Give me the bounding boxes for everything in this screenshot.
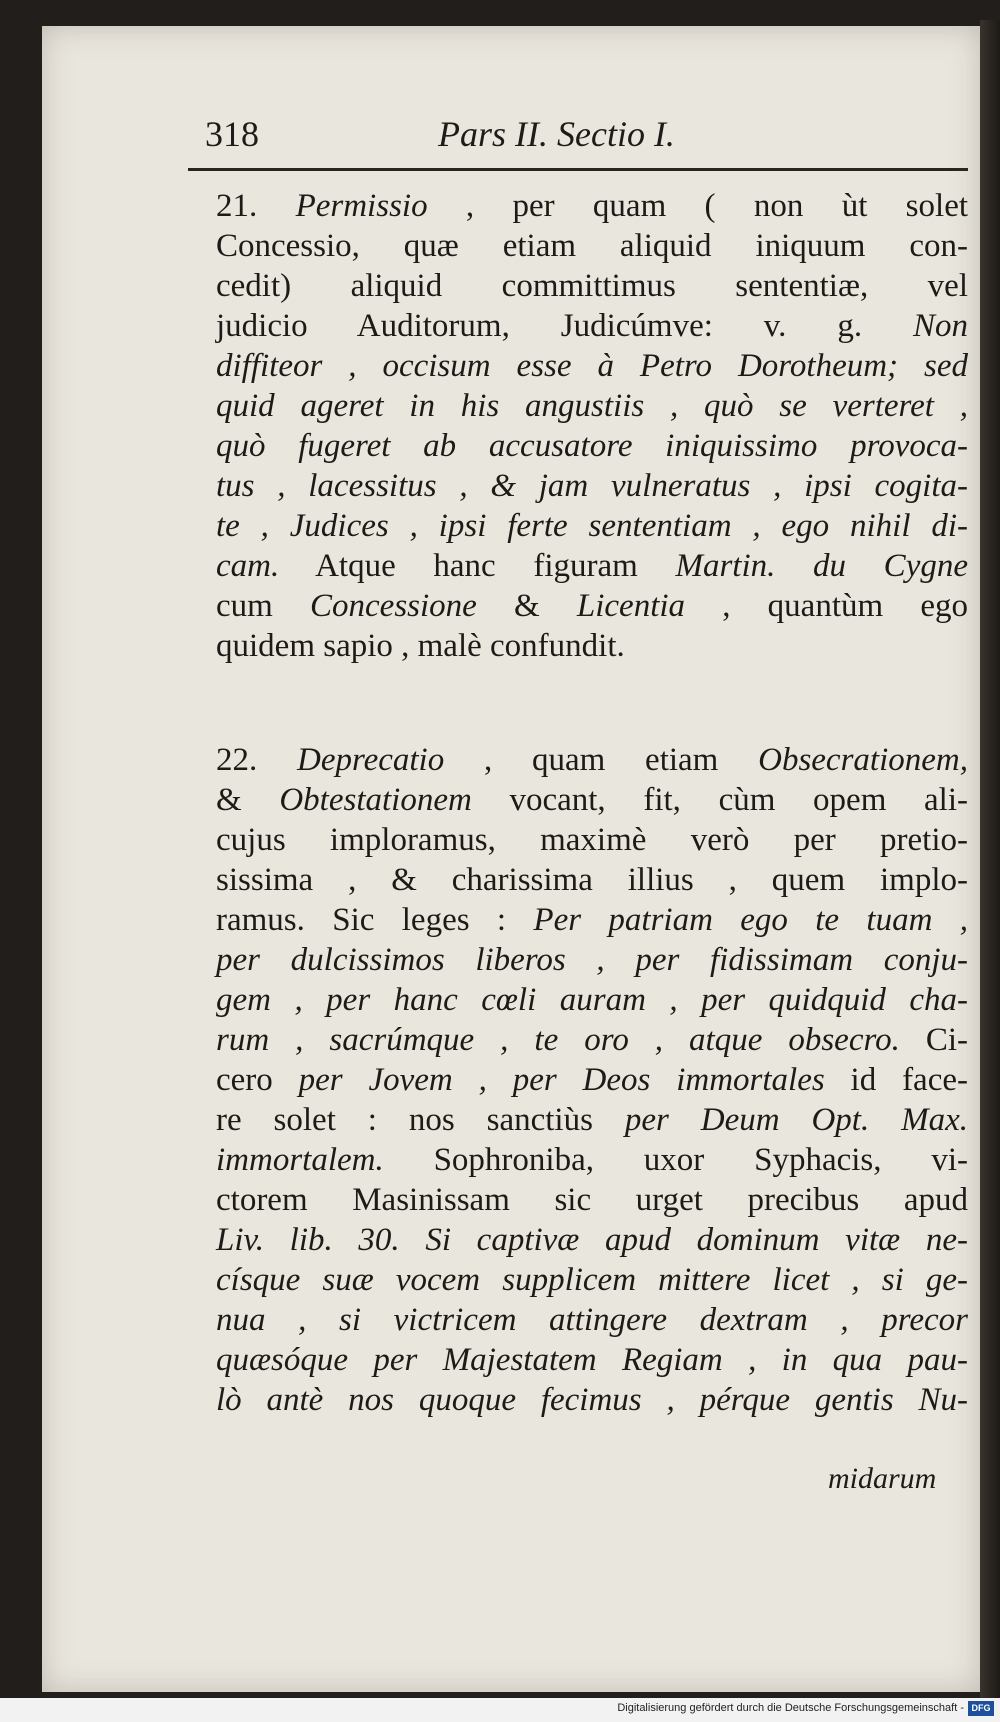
digitization-credit: Digitalisierung gefördert durch die Deutsche Forschungsgemeinschaft - (617, 1702, 964, 1714)
text-line: tus , lacessitus , & jam vulneratus , ipsi cogita- (216, 468, 968, 504)
text-line: cam. Atque hanc figuram Martin. du Cygne (216, 548, 968, 584)
text-line: quò fugeret ab accusatore iniquissimo provoca- (216, 428, 968, 464)
text-line: re solet : nos sanctiùs per Deum Opt. Max. (216, 1102, 969, 1138)
text-line: Concessio, quæ etiam aliquid iniquum con- (216, 228, 968, 264)
text-line: lò antè nos quoque fecimus , pérque gentis Nu- (216, 1382, 968, 1418)
text-line: cedit) aliquid committimus sententiæ, vel (216, 268, 968, 304)
text-line: quæsóque per Majestatem Regiam , in qua pau- (216, 1342, 968, 1378)
text-line: ctorem Masinissam sic urget precibus apud (216, 1182, 968, 1218)
catchword: midarum (828, 1462, 937, 1495)
text-line: & Obtestationem vocant, fit, cùm opem ali- (216, 782, 968, 818)
paragraph-21 (216, 186, 968, 666)
text-line: per dulcissimos liberos , per fidissimam conju- (216, 942, 968, 978)
text-line: císque suæ vocem supplicem mittere licet , si ge- (216, 1262, 968, 1298)
text-line: immortalem. Sophroniba, uxor Syphacis, vi- (216, 1142, 968, 1178)
page-edge (980, 20, 1000, 1700)
text-line: cujus imploramus, maximè verò per pretio- (216, 822, 968, 858)
text-line: gem , per hanc cœli auram , per quidquid cha- (216, 982, 968, 1018)
header-rule (188, 168, 968, 171)
text-line: sissima , & charissima illius , quem implo- (216, 862, 968, 898)
text-line: Liv. lib. 30. Si captivæ apud dominum vitæ ne- (216, 1222, 968, 1258)
text-line: diffiteor , occisum esse à Petro Dorotheum; sed (216, 348, 968, 384)
text-line: cero per Jovem , per Deos immortales id face- (216, 1062, 968, 1098)
text-line: cum Concessione & Licentia , quantùm ego (216, 588, 968, 624)
text-line: rum , sacrúmque , te oro , atque obsecro. Ci- (216, 1022, 968, 1058)
text-line: 22. Deprecatio , quam etiam Obsecrationem, (216, 742, 968, 778)
text-line: nua , si victricem attingere dextram , precor (216, 1302, 968, 1338)
running-head: Pars II. Sectio I. (438, 114, 675, 154)
text-line: quid ageret in his angustiis , quò se verteret , (216, 388, 968, 424)
text-line: quidem sapio , malè confundit. (216, 628, 625, 664)
text-line: te , Judices , ipsi ferte sententiam , ego nihil di- (216, 508, 968, 544)
text-line: ramus. Sic leges : Per patriam ego te tuam , (216, 902, 969, 938)
page-number: 318 (205, 114, 259, 154)
text-line: 21. Permissio , per quam ( non ùt solet (216, 188, 969, 224)
text-line: judicio Auditorum, Judicúmve: v. g. Non (216, 308, 968, 344)
paragraph-22 (216, 740, 968, 1420)
dfg-logo: DFG (968, 1701, 994, 1716)
